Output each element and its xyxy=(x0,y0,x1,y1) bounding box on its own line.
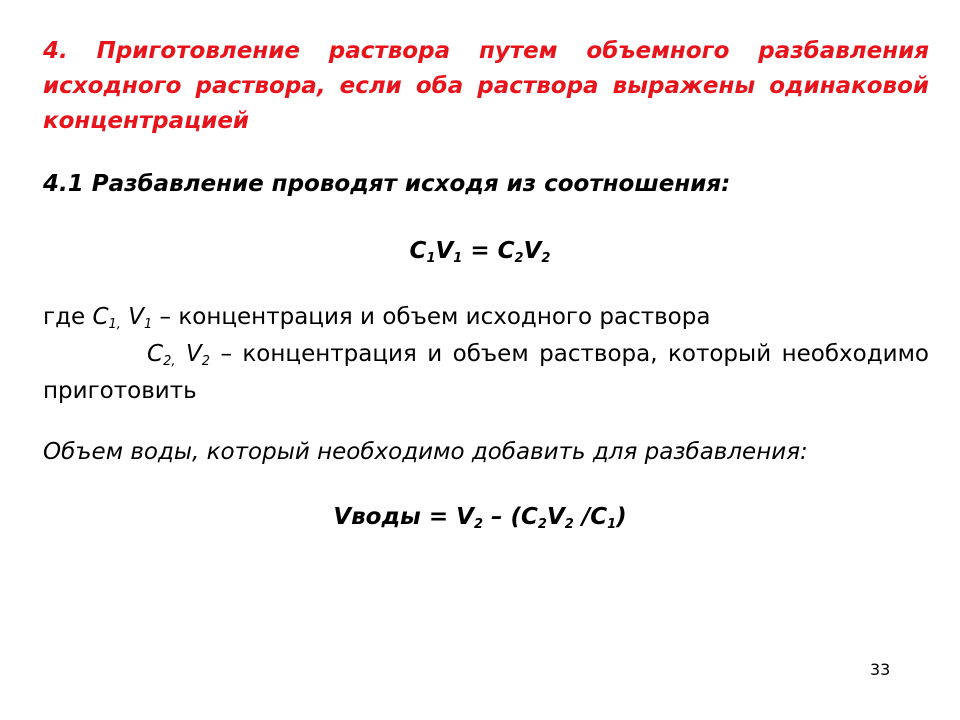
formula-c2-subscript: 2 xyxy=(514,251,524,266)
page-number: 33 xyxy=(870,660,891,679)
formula-equals: = xyxy=(462,238,498,264)
water-volume-formula xyxy=(0,500,960,535)
definition-c2: C xyxy=(147,341,164,367)
definition-v1-subscript: 1 xyxy=(143,317,153,332)
formula-v2-subscript: 2 xyxy=(541,251,551,266)
definition-c2-subscript: 2, xyxy=(163,354,176,369)
water-formula-c1-subscript: 1 xyxy=(607,517,617,532)
formula-v1: V xyxy=(435,238,454,264)
water-formula-mid: – (C xyxy=(483,504,538,530)
water-formula-v2-subscript: 2 xyxy=(473,517,483,532)
formula-c2: C xyxy=(497,238,515,264)
water-volume-label: Объем воды, который необходимо добавить для разбавления: xyxy=(43,439,808,465)
definition-v1: V xyxy=(120,304,144,330)
subheading: 4.1 Разбавление проводят исходя из соотношения: xyxy=(43,171,731,197)
definition-target-solution xyxy=(43,336,929,410)
formula-v1-subscript: 1 xyxy=(453,251,463,266)
definition-v2-subscript: 2 xyxy=(201,354,210,369)
water-formula-slash: /C xyxy=(573,504,608,530)
slide-title: 4. Приготовление раствора путем объемного разбавления исходного раствора, если оба раствора выражены одинаковой концентрацией xyxy=(43,38,929,134)
definition-c1: C xyxy=(92,304,109,330)
definition-c1-subscript: 1, xyxy=(108,317,121,332)
water-formula-lhs: Vводы = V xyxy=(333,504,474,530)
definition-target-text: – концентрация и объем раствора, который необходимо приготовить xyxy=(43,341,930,404)
formula-c1-subscript: 1 xyxy=(426,251,436,266)
formula-c1: C xyxy=(409,238,427,264)
water-formula-v2: V xyxy=(546,504,565,530)
definition-initial-text: – концентрация и объем исходного раствора xyxy=(152,304,711,330)
definition-initial-solution xyxy=(43,299,929,336)
water-formula-close: ) xyxy=(616,504,627,530)
formula-v2: V xyxy=(523,238,542,264)
dilution-formula xyxy=(0,234,960,269)
definition-prefix: где xyxy=(43,304,93,330)
water-formula-c2-subscript: 2 xyxy=(537,517,547,532)
water-formula-v2b-subscript: 2 xyxy=(564,517,574,532)
definition-v2: V xyxy=(175,341,202,367)
